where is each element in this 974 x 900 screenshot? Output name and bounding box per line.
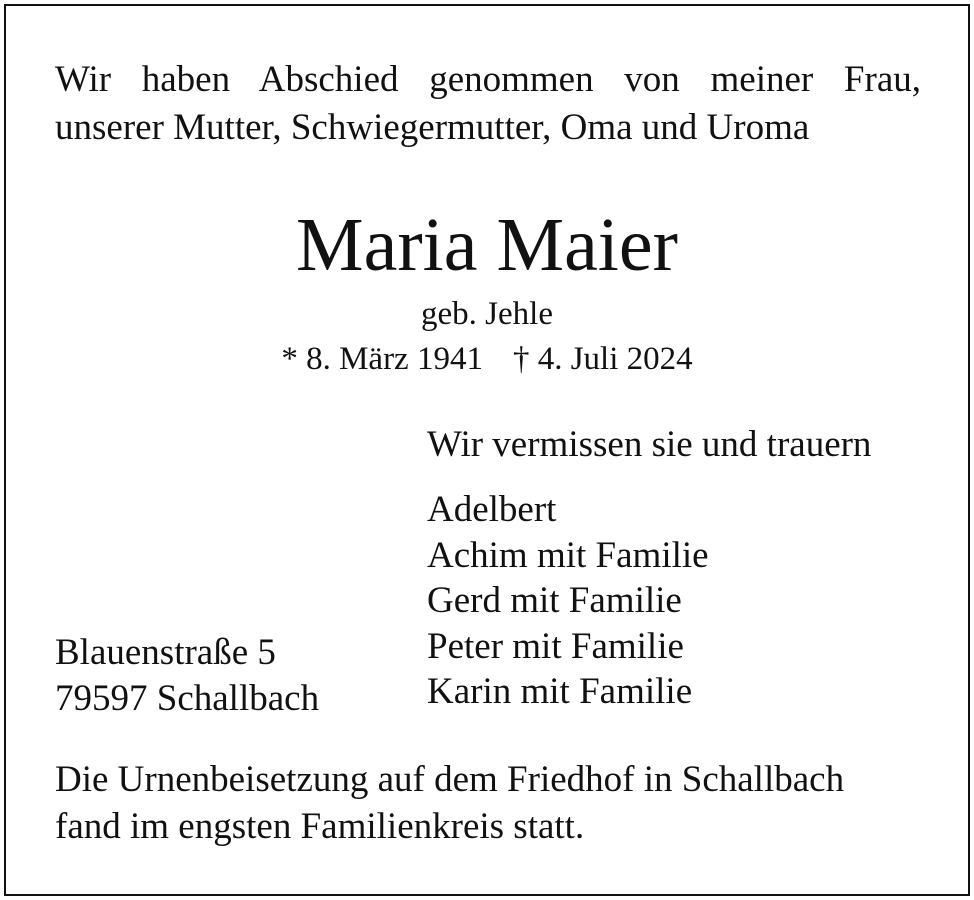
life-dates bbox=[0, 339, 974, 379]
closing-line-1: Die Urnenbeisetzung auf dem Friedhof in Schallbach bbox=[55, 759, 845, 800]
address-block bbox=[55, 630, 319, 721]
intro-line-1: Wir haben Abschied genommen von meiner Frau, bbox=[55, 59, 921, 100]
intro-text bbox=[55, 56, 921, 152]
family-member: Karin mit Familie bbox=[427, 671, 693, 712]
family-member: Peter mit Familie bbox=[427, 625, 684, 667]
birth-date: * 8. März 1941 bbox=[281, 341, 483, 377]
family-member: Adelbert bbox=[427, 489, 557, 530]
family-list bbox=[427, 487, 709, 715]
closing-text bbox=[55, 756, 925, 850]
intro-line-2: unserer Mutter, Schwiegermutter, Oma und Uroma bbox=[55, 107, 810, 148]
closing-line-2: fand im engsten Familienkreis statt. bbox=[55, 806, 585, 847]
death-date: † 4. Juli 2024 bbox=[512, 341, 693, 377]
mourning-line: Wir vermissen sie und trauern bbox=[427, 424, 872, 465]
address-city: 79597 Schallbach bbox=[55, 677, 320, 719]
family-member: Gerd mit Familie bbox=[427, 580, 682, 621]
address-street: Blauenstraße 5 bbox=[55, 632, 276, 673]
birth-name: geb. Jehle bbox=[421, 296, 553, 332]
deceased-name: Maria Maier bbox=[296, 203, 678, 287]
family-member: Achim mit Familie bbox=[427, 534, 709, 576]
